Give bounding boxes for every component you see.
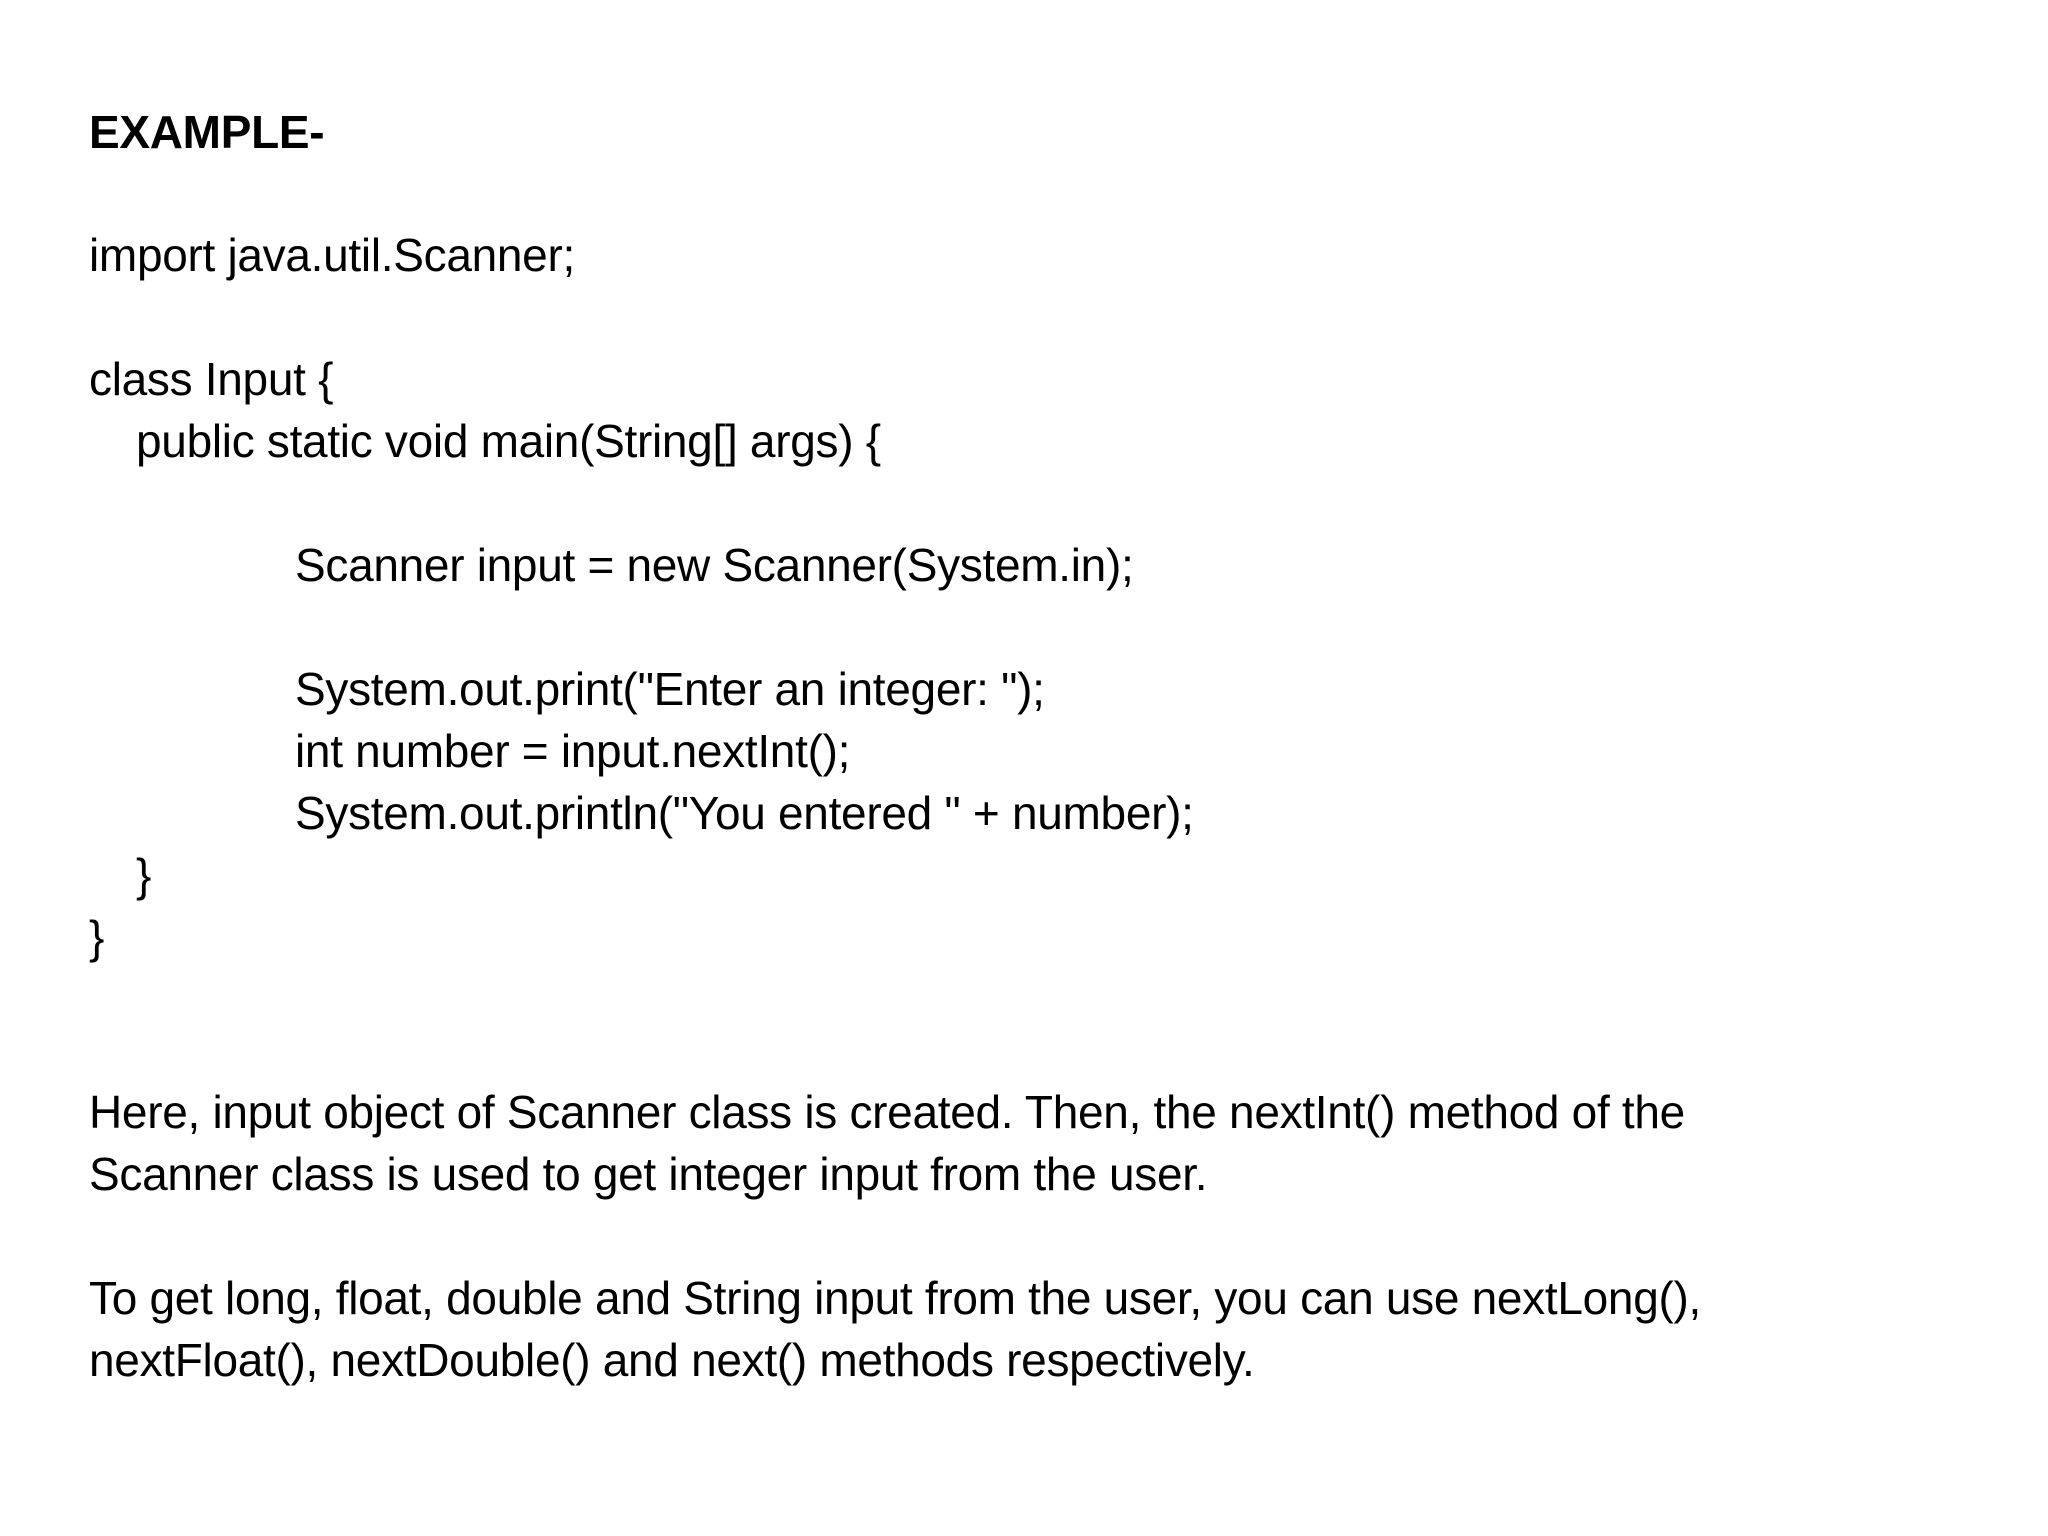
code-close-method: } bbox=[136, 849, 152, 901]
code-read-line: int number = input.nextInt(); bbox=[295, 725, 851, 777]
slide-heading: EXAMPLE- bbox=[89, 106, 325, 158]
code-import-line: import java.util.Scanner; bbox=[89, 229, 575, 281]
code-class-line: class Input { bbox=[89, 353, 334, 405]
code-println-line: System.out.println("You entered " + number); bbox=[295, 787, 1194, 839]
paragraph-2-line-2: nextFloat(), nextDouble() and next() methods respectively. bbox=[89, 1334, 1255, 1386]
paragraph-2-line-1: To get long, float, double and String input from the user, you can use nextLong(), bbox=[89, 1272, 1701, 1324]
code-main-line: public static void main(String[] args) { bbox=[136, 415, 881, 467]
code-print-line: System.out.print("Enter an integer: "); bbox=[295, 663, 1045, 715]
code-close-class: } bbox=[89, 911, 105, 963]
paragraph-1-line-1: Here, input object of Scanner class is created. Then, the nextInt() method of the bbox=[89, 1086, 1685, 1138]
code-scanner-line: Scanner input = new Scanner(System.in); bbox=[295, 539, 1134, 591]
paragraph-1-line-2: Scanner class is used to get integer input from the user. bbox=[89, 1148, 1208, 1200]
